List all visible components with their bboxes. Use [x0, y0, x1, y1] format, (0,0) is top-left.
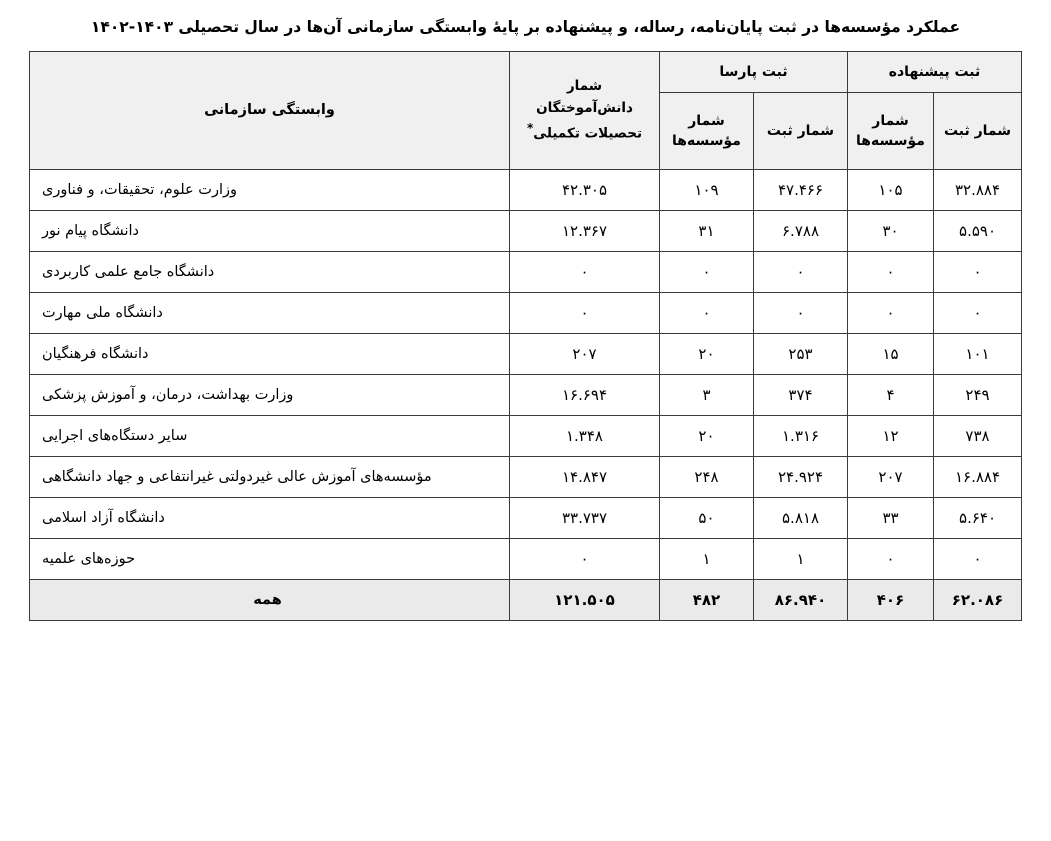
- cell-proposal-records: ۰: [934, 539, 1022, 580]
- cell-parsa-institutions: ۲۰: [659, 334, 753, 375]
- table-row: [29, 498, 1021, 539]
- cell-parsa-institutions: ۲۰: [659, 416, 753, 457]
- cell-graduates: ۰: [509, 252, 659, 293]
- total-graduates: ۱۲۱.۵۰۵: [509, 580, 659, 621]
- cell-parsa-records: ۵.۸۱۸: [754, 498, 848, 539]
- total-proposal-records: ۶۲.۰۸۶: [934, 580, 1022, 621]
- cell-graduates: ۱۴.۸۴۷: [509, 457, 659, 498]
- cell-parsa-institutions: ۵۰: [659, 498, 753, 539]
- cell-graduates: ۳۳.۷۳۷: [509, 498, 659, 539]
- cell-parsa-institutions: ۰: [659, 252, 753, 293]
- cell-affiliation: وزارت بهداشت، درمان، و آموزش پزشکی: [29, 375, 509, 416]
- cell-parsa-records: ۰: [754, 293, 848, 334]
- cell-proposal-records: ۷۳۸: [934, 416, 1022, 457]
- performance-table: [29, 51, 1022, 621]
- cell-proposal-institutions: ۱۵: [848, 334, 934, 375]
- cell-graduates: ۲۰۷: [509, 334, 659, 375]
- cell-parsa-institutions: ۱: [659, 539, 753, 580]
- cell-proposal-records: ۰: [934, 252, 1022, 293]
- cell-proposal-institutions: ۳۳: [848, 498, 934, 539]
- cell-graduates: ۱.۳۴۸: [509, 416, 659, 457]
- total-proposal-institutions: ۴۰۶: [848, 580, 934, 621]
- header-group-proposal: ثبت پیشنهاده: [848, 52, 1022, 93]
- cell-proposal-records: ۰: [934, 293, 1022, 334]
- cell-proposal-institutions: ۴: [848, 375, 934, 416]
- cell-affiliation: سایر دستگاه‌های اجرایی: [29, 416, 509, 457]
- cell-parsa-institutions: ۰: [659, 293, 753, 334]
- cell-parsa-records: ۰: [754, 252, 848, 293]
- header-graduates: [509, 52, 659, 170]
- header-group-parsa: ثبت پارسا: [659, 52, 847, 93]
- table-row: [29, 252, 1021, 293]
- cell-proposal-institutions: ۰: [848, 252, 934, 293]
- table-row: [29, 170, 1021, 211]
- header-proposal-institutions: شمار مؤسسه‌ها: [848, 93, 934, 170]
- table-row: [29, 457, 1021, 498]
- cell-affiliation: دانشگاه فرهنگیان: [29, 334, 509, 375]
- cell-graduates: ۰: [509, 293, 659, 334]
- page-title: عملکرد مؤسسه‌ها در ثبت پایان‌نامه، رساله، و پیشنهاده بر پایهٔ وابستگی سازمانی آن‌ها در سال تحصیلی ۱۴۰۳-۱۴۰۲: [90, 18, 961, 36]
- cell-parsa-records: ۲۵۳: [754, 334, 848, 375]
- table-header: [29, 52, 1021, 170]
- cell-affiliation: حوزه‌های علمیه: [29, 539, 509, 580]
- footnote-marker: *: [526, 121, 534, 136]
- cell-proposal-records: ۵.۵۹۰: [934, 211, 1022, 252]
- header-proposal-records: شمار ثبت: [934, 93, 1022, 170]
- cell-parsa-records: ۱: [754, 539, 848, 580]
- header-parsa-institutions: شمار مؤسسه‌ها: [659, 93, 753, 170]
- cell-affiliation: وزارت علوم، تحقیقات، و فناوری: [29, 170, 509, 211]
- cell-parsa-institutions: ۲۴۸: [659, 457, 753, 498]
- cell-proposal-institutions: ۳۰: [848, 211, 934, 252]
- cell-parsa-records: ۳۷۴: [754, 375, 848, 416]
- cell-proposal-records: ۱۶.۸۸۴: [934, 457, 1022, 498]
- table-row: [29, 211, 1021, 252]
- cell-proposal-records: ۵.۶۴۰: [934, 498, 1022, 539]
- cell-proposal-records: ۳۲.۸۸۴: [934, 170, 1022, 211]
- cell-affiliation: مؤسسه‌های آموزش عالی غیردولتی غیرانتفاعی و جهاد دانشگاهی: [29, 457, 509, 498]
- total-label: همه: [29, 580, 509, 621]
- cell-proposal-institutions: ۰: [848, 539, 934, 580]
- table-row: [29, 416, 1021, 457]
- table-row: [29, 334, 1021, 375]
- table-body: [29, 170, 1021, 621]
- cell-affiliation: دانشگاه آزاد اسلامی: [29, 498, 509, 539]
- cell-proposal-records: ۱۰۱: [934, 334, 1022, 375]
- cell-parsa-institutions: ۳۱: [659, 211, 753, 252]
- table-row: [29, 539, 1021, 580]
- cell-proposal-institutions: ۱۲: [848, 416, 934, 457]
- cell-proposal-institutions: ۲۰۷: [848, 457, 934, 498]
- cell-parsa-institutions: ۱۰۹: [659, 170, 753, 211]
- total-parsa-institutions: ۴۸۲: [659, 580, 753, 621]
- cell-affiliation: دانشگاه جامع علمی کاربردی: [29, 252, 509, 293]
- table-row: [29, 375, 1021, 416]
- header-group-row: [29, 52, 1021, 93]
- cell-graduates: ۰: [509, 539, 659, 580]
- cell-proposal-institutions: ۰: [848, 293, 934, 334]
- cell-parsa-records: ۶.۷۸۸: [754, 211, 848, 252]
- total-parsa-records: ۸۶.۹۴۰: [754, 580, 848, 621]
- cell-graduates: ۴۲.۳۰۵: [509, 170, 659, 211]
- cell-proposal-records: ۲۴۹: [934, 375, 1022, 416]
- header-graduates-label: شمار دانش‌آموختگان تحصیلات تکمیلی: [533, 78, 643, 142]
- cell-graduates: ۱۲.۳۶۷: [509, 211, 659, 252]
- table-total-row: [29, 580, 1021, 621]
- cell-proposal-institutions: ۱۰۵: [848, 170, 934, 211]
- cell-affiliation: دانشگاه پیام نور: [29, 211, 509, 252]
- table-row: [29, 293, 1021, 334]
- cell-affiliation: دانشگاه ملی مهارت: [29, 293, 509, 334]
- header-affiliation: وابستگی سازمانی: [29, 52, 509, 170]
- cell-parsa-records: ۱.۳۱۶: [754, 416, 848, 457]
- cell-parsa-institutions: ۳: [659, 375, 753, 416]
- cell-graduates: ۱۶.۶۹۴: [509, 375, 659, 416]
- cell-parsa-records: ۴۷.۴۶۶: [754, 170, 848, 211]
- header-parsa-records: شمار ثبت: [754, 93, 848, 170]
- cell-parsa-records: ۲۴.۹۲۴: [754, 457, 848, 498]
